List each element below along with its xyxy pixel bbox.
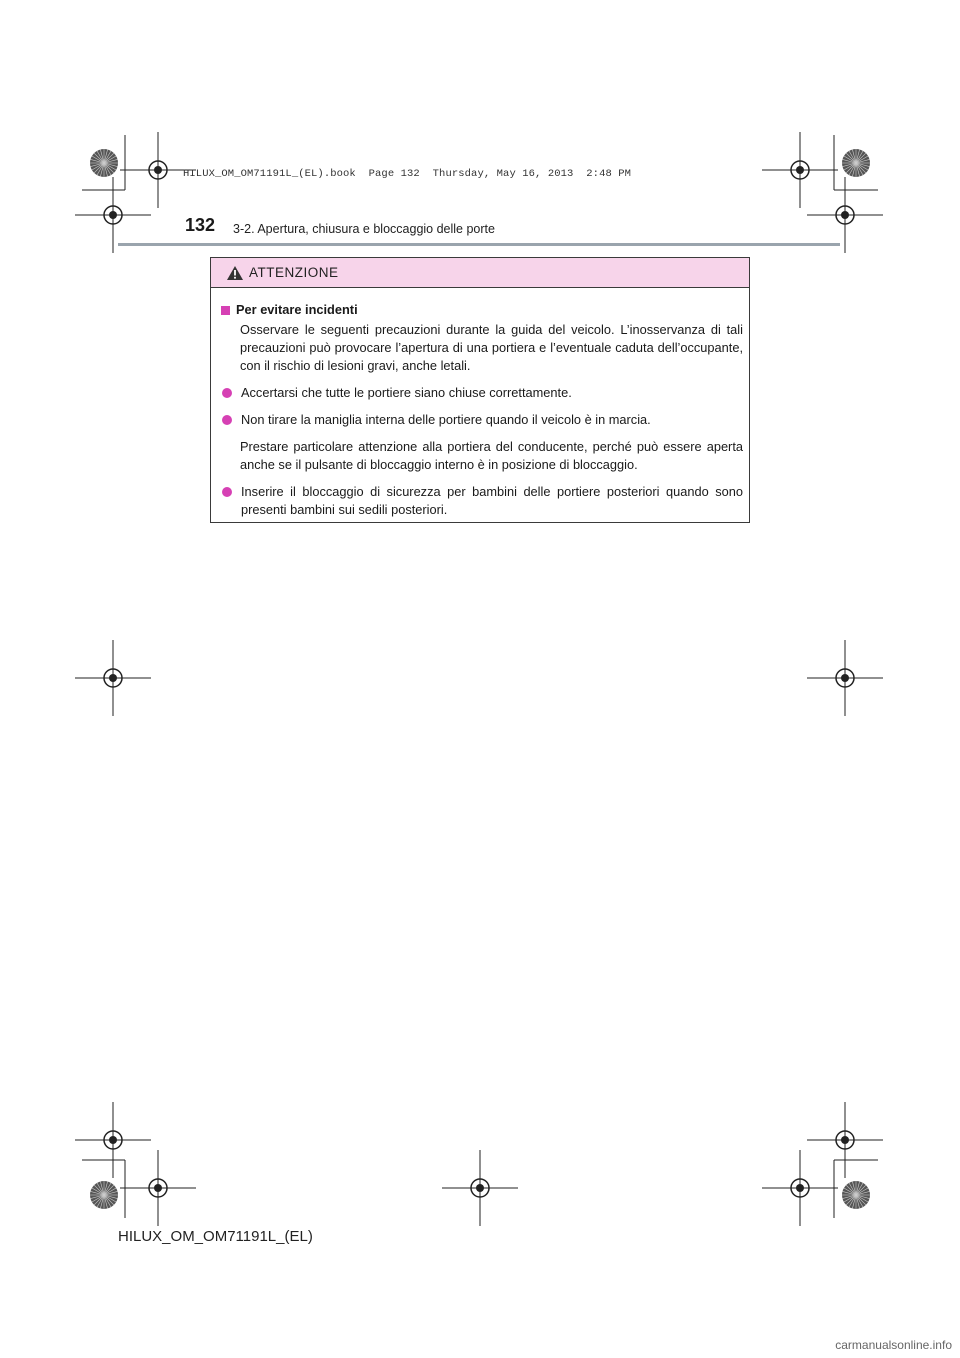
list-item-note: Prestare particolare attenzione alla portiera del conducente, perché può essere aperta anche se il pulsante di bloccaggio interno è in posizione di bloccaggio. xyxy=(240,439,743,472)
section-title: 3-2. Apertura, chiusura e bloccaggio delle porte xyxy=(233,222,495,236)
crosshair-mark xyxy=(75,640,151,716)
crosshair-mark xyxy=(442,1150,518,1226)
crosshair-mark xyxy=(762,1150,838,1226)
list-item-text: Accertarsi che tutte le portiere siano chiuse correttamente. xyxy=(241,385,572,400)
crosshair-mark xyxy=(762,132,838,208)
watermark: carmanualsonline.info xyxy=(835,1338,952,1352)
circle-bullet-icon xyxy=(222,388,232,398)
crosshair-mark xyxy=(807,1102,883,1178)
document-code: HILUX_OM_OM71191L_(EL) xyxy=(118,1228,313,1245)
warning-title: ATTENZIONE xyxy=(249,265,339,280)
print-file-stamp: HILUX_OM_OM71191L_(EL).book Page 132 Thursday, May 16, 2013 2:48 PM xyxy=(183,168,632,180)
header-rule xyxy=(118,243,840,246)
crosshair-mark xyxy=(807,177,883,253)
circle-bullet-icon xyxy=(222,487,232,497)
list-item-text: Inserire il bloccaggio di sicurezza per bambini delle portiere posteriori quando sono presenti bambini sui sedili posteriori. xyxy=(241,484,743,517)
warning-subheading xyxy=(221,301,743,319)
list-item-text: Non tirare la maniglia interna delle portiere quando il veicolo è in marcia. xyxy=(241,412,651,427)
warning-triangle-icon xyxy=(226,265,244,281)
crosshair-mark xyxy=(75,177,151,253)
list-item xyxy=(221,384,743,402)
circle-bullet-icon xyxy=(222,415,232,425)
registration-wheel xyxy=(90,1181,118,1209)
crosshair-mark xyxy=(807,640,883,716)
warning-box xyxy=(210,257,750,523)
registration-wheel xyxy=(842,1181,870,1209)
list-item xyxy=(221,483,743,519)
registration-wheel xyxy=(842,149,870,177)
registration-wheel xyxy=(90,149,118,177)
list-item xyxy=(221,411,743,429)
warning-intro: Osservare le seguenti precauzioni durante la guida del veicolo. L’inosservanza di tali precauzioni può provocare l’apertura di una portiera e l’eventuale caduta dell’occupante, con il rischio di lesioni gravi, anche letali. xyxy=(240,322,743,373)
subheading-text: Per evitare incidenti xyxy=(236,302,358,317)
page-number: 132 xyxy=(185,215,216,235)
crosshair-mark xyxy=(120,1150,196,1226)
warning-body xyxy=(211,288,749,519)
warning-header xyxy=(211,258,749,288)
crosshair-mark xyxy=(75,1102,151,1178)
square-bullet-icon xyxy=(221,306,230,315)
